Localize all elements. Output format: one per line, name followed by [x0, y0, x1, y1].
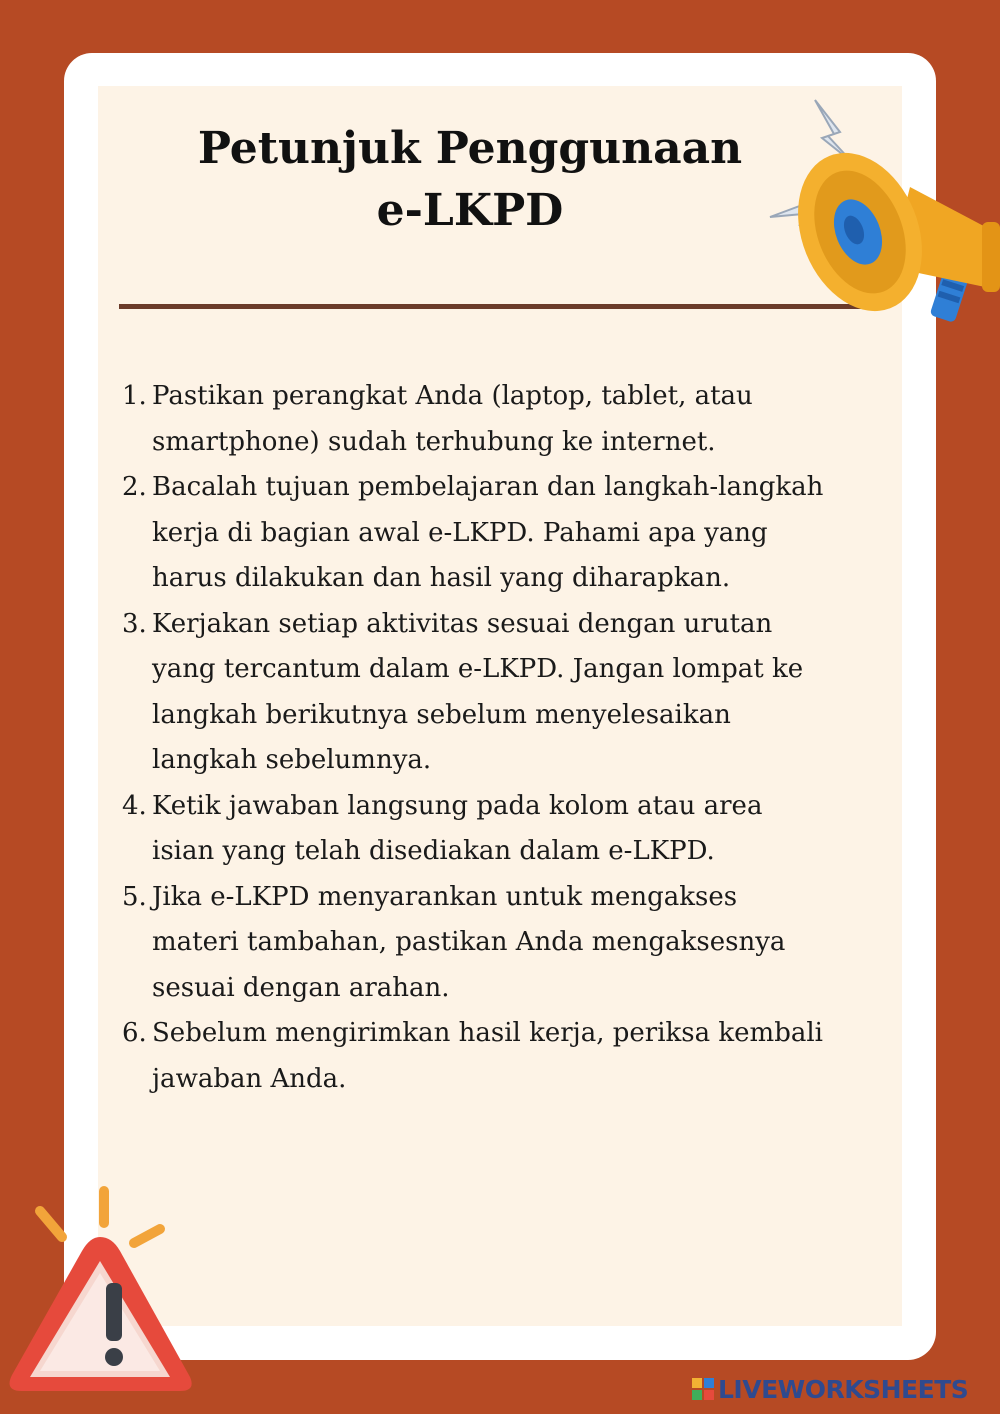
step-item: [120, 875, 910, 1012]
step-number: 1.: [122, 381, 147, 411]
step-number: 5.: [122, 881, 147, 912]
step-text-line: Kerjakan setiap aktivitas sesuai dengan urutan: [152, 608, 773, 639]
instruction-list: [120, 374, 910, 1102]
step-number: 3.: [122, 608, 147, 639]
liveworksheets-logo[interactable]: [692, 1376, 968, 1402]
step-text-line: langkah sebelumnya.: [152, 745, 432, 775]
step-text-line: isian yang telah disediakan dalam e-LKPD.: [152, 836, 715, 866]
liveworksheets-logo-icon: [692, 1378, 714, 1400]
step-item: [120, 465, 910, 602]
title-line-1: Petunjuk Penggunaan: [197, 123, 743, 174]
step-text-line: langkah berikutnya sebelum menyelesaikan: [152, 699, 731, 730]
logo-text: LIVEWORKSHEETS: [718, 1374, 969, 1404]
step-text-line: materi tambahan, pastikan Anda mengaksesnya: [152, 927, 786, 957]
megaphone-icon: [760, 92, 1000, 337]
step-text-line: yang tercantum dalam e-LKPD. Jangan lompat ke: [152, 654, 804, 684]
step-text-line: Pastikan perangkat Anda (laptop, tablet, atau: [152, 381, 753, 411]
step-item: [120, 784, 910, 875]
step-text-line: jawaban Anda.: [152, 1063, 347, 1094]
page-title: [100, 118, 840, 242]
step-text-line: sesuai dengan arahan.: [152, 972, 450, 1003]
warning-triangle-icon: [0, 1185, 200, 1395]
step-text-line: Jika e-LKPD menyarankan untuk mengakses: [152, 881, 738, 912]
step-text-line: Sebelum mengirimkan hasil kerja, periksa kembali: [152, 1018, 823, 1048]
step-text-line: kerja di bagian awal e-LKPD. Pahami apa yang: [152, 517, 768, 548]
step-text-line: Bacalah tujuan pembelajaran dan langkah-langkah: [152, 472, 824, 502]
step-item: [120, 1011, 910, 1102]
step-text-line: harus dilakukan dan hasil yang diharapkan.: [152, 563, 731, 593]
step-text-line: Ketik jawaban langsung pada kolom atau area: [152, 790, 763, 821]
step-number: 4.: [122, 790, 147, 821]
title-line-2: e-LKPD: [376, 185, 564, 236]
step-item: [120, 374, 910, 465]
step-item: [120, 602, 910, 784]
step-number: 6.: [122, 1018, 147, 1048]
step-number: 2.: [122, 472, 147, 502]
step-text-line: smartphone) sudah terhubung ke internet.: [152, 426, 716, 457]
